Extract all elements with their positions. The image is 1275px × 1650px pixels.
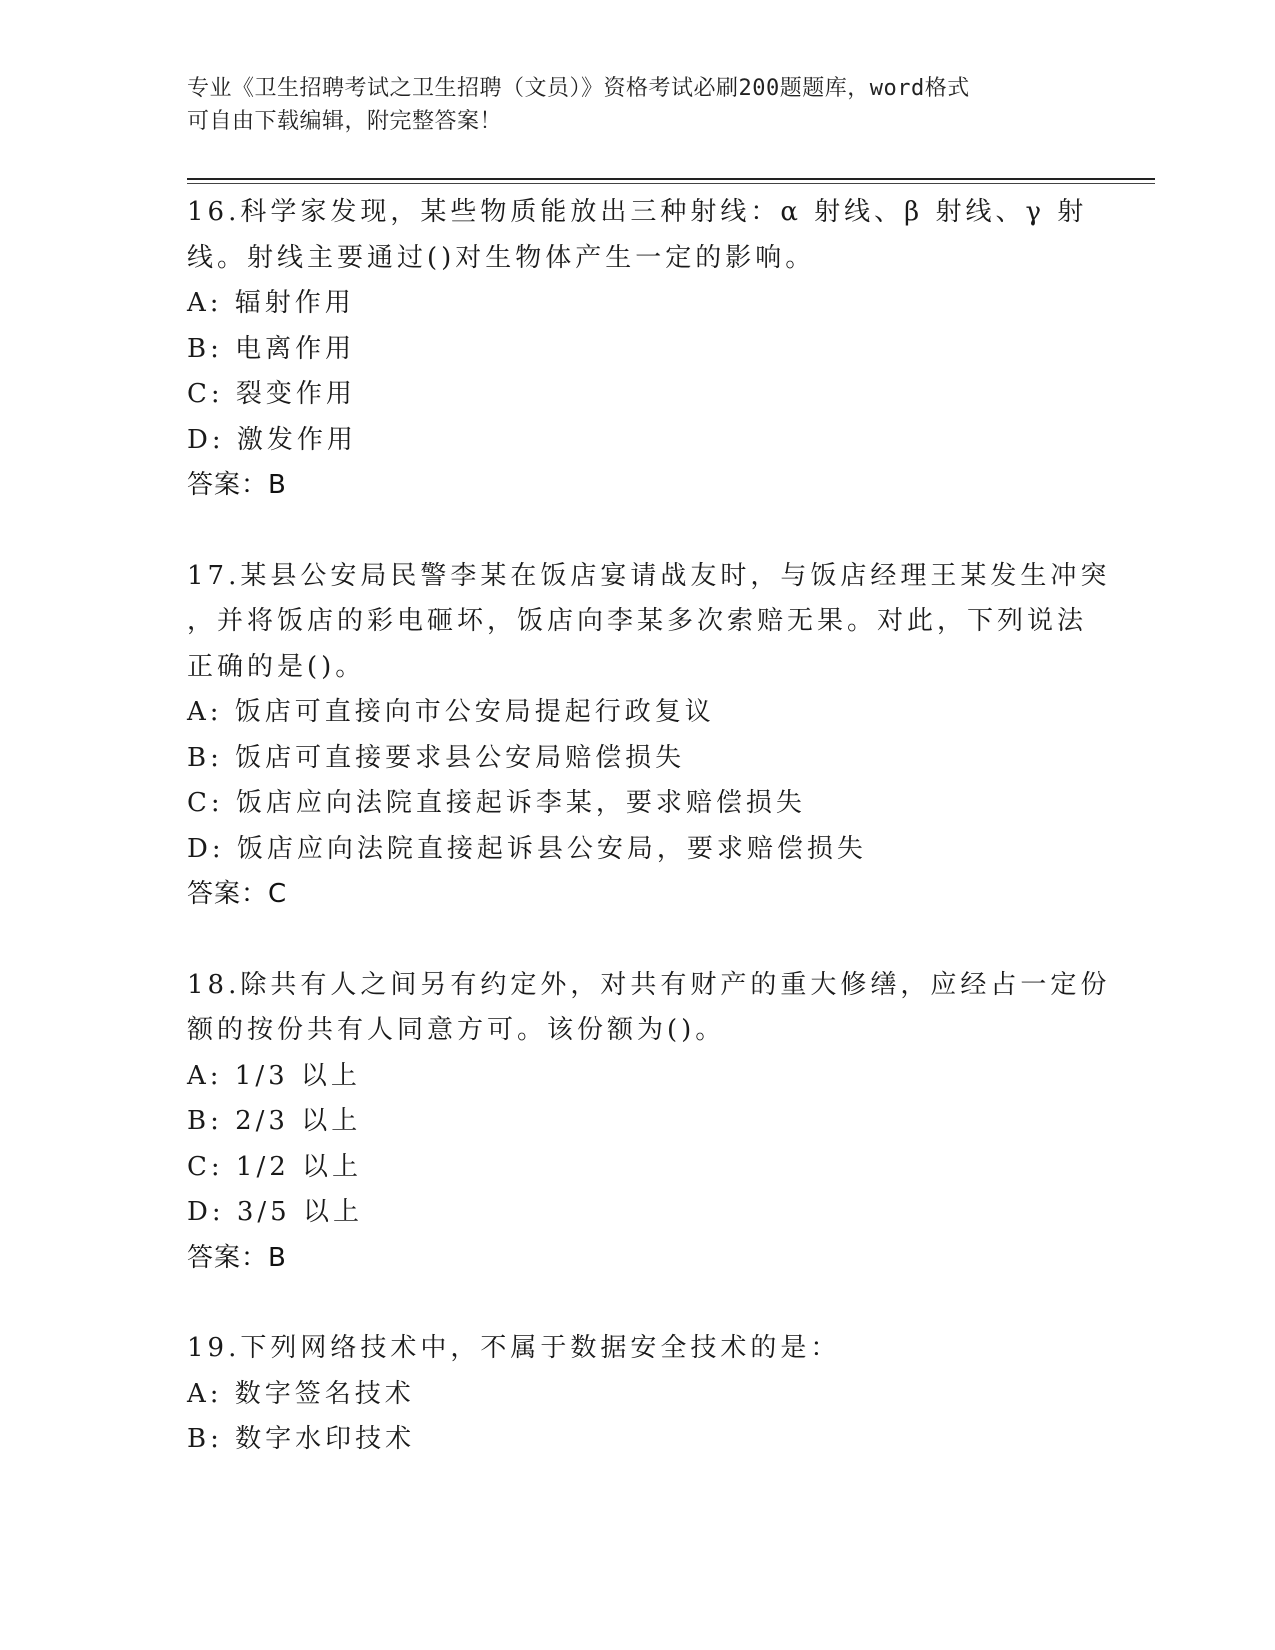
option-c: C: 裂变作用: [187, 379, 356, 409]
option-b: B: 2/3 以上: [187, 1106, 362, 1136]
header-divider-thick: [187, 178, 1155, 180]
question-list: [187, 190, 1111, 1508]
question-18: [187, 963, 1111, 1282]
question-text-line: 正确的是()。: [187, 651, 366, 682]
question-text-line: ，并将饭店的彩电砸坏，饭店向李某多次索赔无果。对此，下列说法: [187, 606, 1088, 636]
question-text-line: 额的按份共有人同意方可。该份额为()。: [187, 1015, 726, 1045]
option-a: A: 1/3 以上: [187, 1060, 361, 1091]
question-text-line: 19.下列网络技术中，不属于数据安全技术的是：: [187, 1333, 841, 1363]
question-16: [187, 190, 1087, 509]
option-d: D: 3/5 以上: [187, 1197, 363, 1227]
option-a: A: 饭店可直接向市公安局提起行政复议: [187, 697, 715, 727]
header-divider-thin: [187, 183, 1155, 184]
answer-key: 答案：B: [187, 470, 287, 500]
option-c: C: 饭店应向法院直接起诉李某，要求赔偿损失: [187, 788, 806, 818]
document-header: [187, 72, 1067, 138]
question-text-line: 18.除共有人之间另有约定外，对共有财产的重大修缮，应经占一定份: [187, 969, 1111, 1000]
answer-key: 答案：B: [187, 1242, 287, 1273]
question-19: [187, 1326, 1087, 1463]
option-b: B: 饭店可直接要求县公安局赔偿损失: [187, 742, 686, 773]
option-b: B: 电离作用: [187, 333, 356, 364]
question-text-line: 16.科学家发现，某些物质能放出三种射线：α 射线、β 射线、γ 射: [187, 197, 1088, 227]
answer-key: 答案：C: [187, 879, 288, 909]
question-text-line: 线。射线主要通过()对生物体产生一定的影响。: [187, 242, 816, 273]
option-a: A: 数字签名技术: [187, 1378, 415, 1409]
option-d: D: 饭店应向法院直接起诉县公安局，要求赔偿损失: [187, 833, 867, 864]
question-17: [187, 554, 1111, 918]
option-d: D: 激发作用: [187, 424, 357, 455]
option-b: B: 数字水印技术: [187, 1424, 416, 1454]
option-a: A: 辐射作用: [187, 288, 355, 318]
header-line-2: 可自由下载编辑，附完整答案！: [187, 109, 503, 134]
question-text-line: 17.某县公安局民警李某在饭店宴请战友时，与饭店经理王某发生冲突: [187, 560, 1111, 591]
header-line-1: 专业《卫生招聘考试之卫生招聘（文员）》资格考试必刷200题题库，word格式: [187, 76, 970, 101]
option-c: C: 1/2 以上: [187, 1151, 363, 1182]
